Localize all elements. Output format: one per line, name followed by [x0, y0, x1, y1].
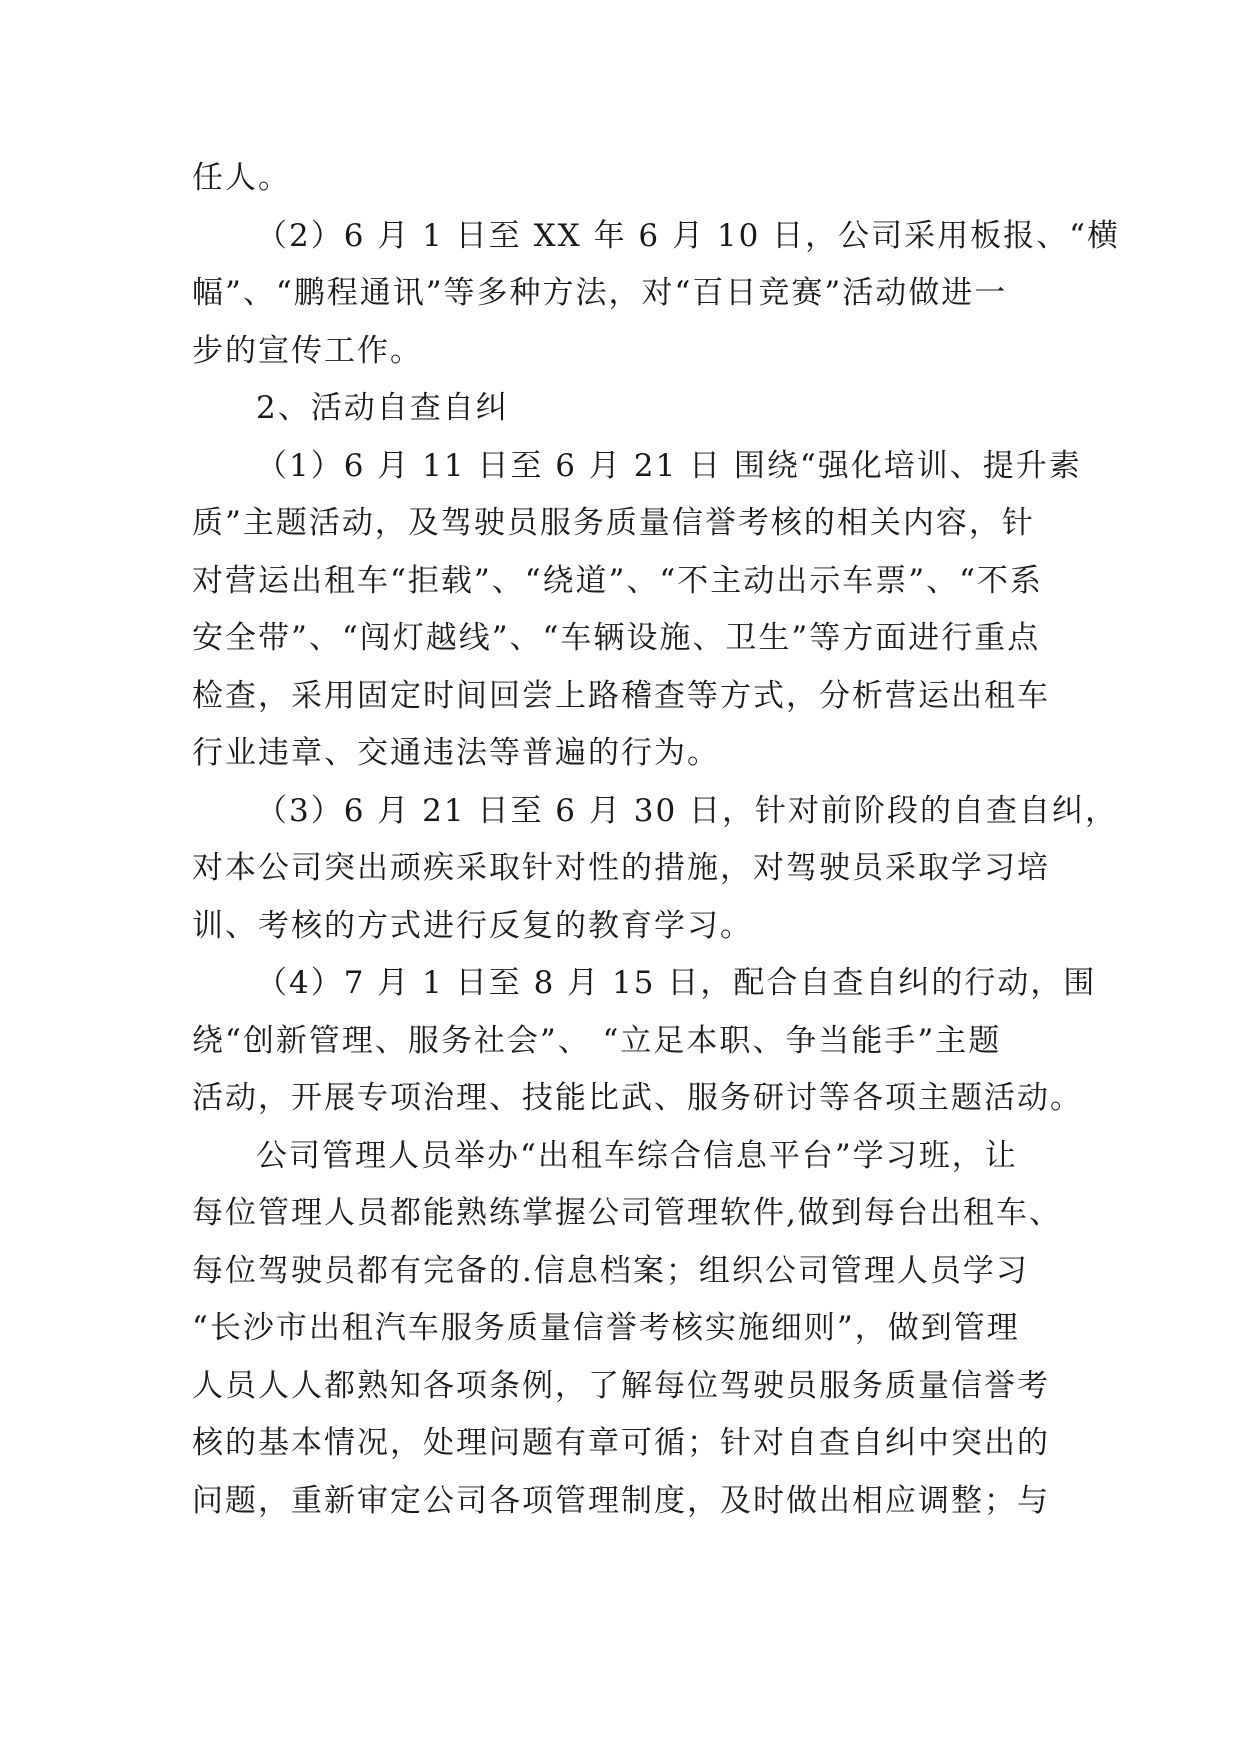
text-line: 人员人人都熟知各项条例，了解每位驾驶员服务质量信誉考 [192, 1367, 1050, 1404]
text-line: 检查，采用固定时间回尝上路稽查等方式，分析营运出租车 [192, 677, 1050, 714]
text-line: （4）7 月 1 日至 8 月 15 日，配合自查自纠的行动，围 [256, 965, 1097, 1001]
text-line: 2、活动自查自纠 [256, 390, 509, 426]
text-line: 对营运出租车“拒载”、“绕道”、“不主动出示车票”、“不系 [192, 562, 1043, 599]
text-line: 任人。 [192, 160, 291, 196]
text-line: 活动，开展专项治理、技能比武、服务研讨等各项主题活动。 [192, 1080, 1083, 1116]
text-line: 公司管理人员举办“出租车综合信息平台”学习班，让 [256, 1137, 1018, 1174]
text-line: 行业违章、交通违法等普遍的行为。 [192, 735, 720, 771]
text-line: （1）6 月 11 日至 6 月 21 日 围绕“强化培训、提升素 [256, 447, 1082, 484]
text-line: 步的宣传工作。 [192, 332, 423, 369]
text-line: 质”主题活动，及驾驶员服务质量信誉考核的相关内容，针 [192, 505, 1035, 541]
text-line: （3）6 月 21 日至 6 月 30 日，针对前阶段的自查自纠， [256, 792, 1119, 829]
text-line: 绕“创新管理、服务社会”、 “立足本职、争当能手”主题 [192, 1022, 1002, 1059]
text-line: 对本公司突出顽疾采取针对性的措施，对驾驶员采取学习培 [192, 850, 1050, 886]
text-line: 问题，重新审定公司各项管理制度，及时做出相应调整；与 [192, 1482, 1050, 1519]
text-line: 每位管理人员都能熟练掌握公司管理软件,做到每台出租车、 [192, 1195, 1062, 1231]
text-line: 训、考核的方式进行反复的教育学习。 [192, 907, 753, 944]
document-body [192, 150, 1121, 1530]
text-line: 核的基本情况，处理问题有章可循；针对自查自纠中突出的 [192, 1425, 1050, 1461]
text-line: “长沙市出租汽车服务质量信誉考核实施细则”，做到管理 [192, 1310, 1020, 1346]
text-line: （2）6 月 1 日至 XX 年 6 月 10 日，公司采用板报、“横 [256, 217, 1121, 254]
text-line: 安全带”、“闯灯越线”、“车辆设施、卫生”等方面进行重点 [192, 620, 1041, 656]
text-line: 幅”、“鹏程通讯”等多种方法，对“百日竞赛”活动做进一 [192, 275, 1008, 311]
text-line: 每位驾驶员都有完备的.信息档案；组织公司管理人员学习 [192, 1252, 1029, 1289]
